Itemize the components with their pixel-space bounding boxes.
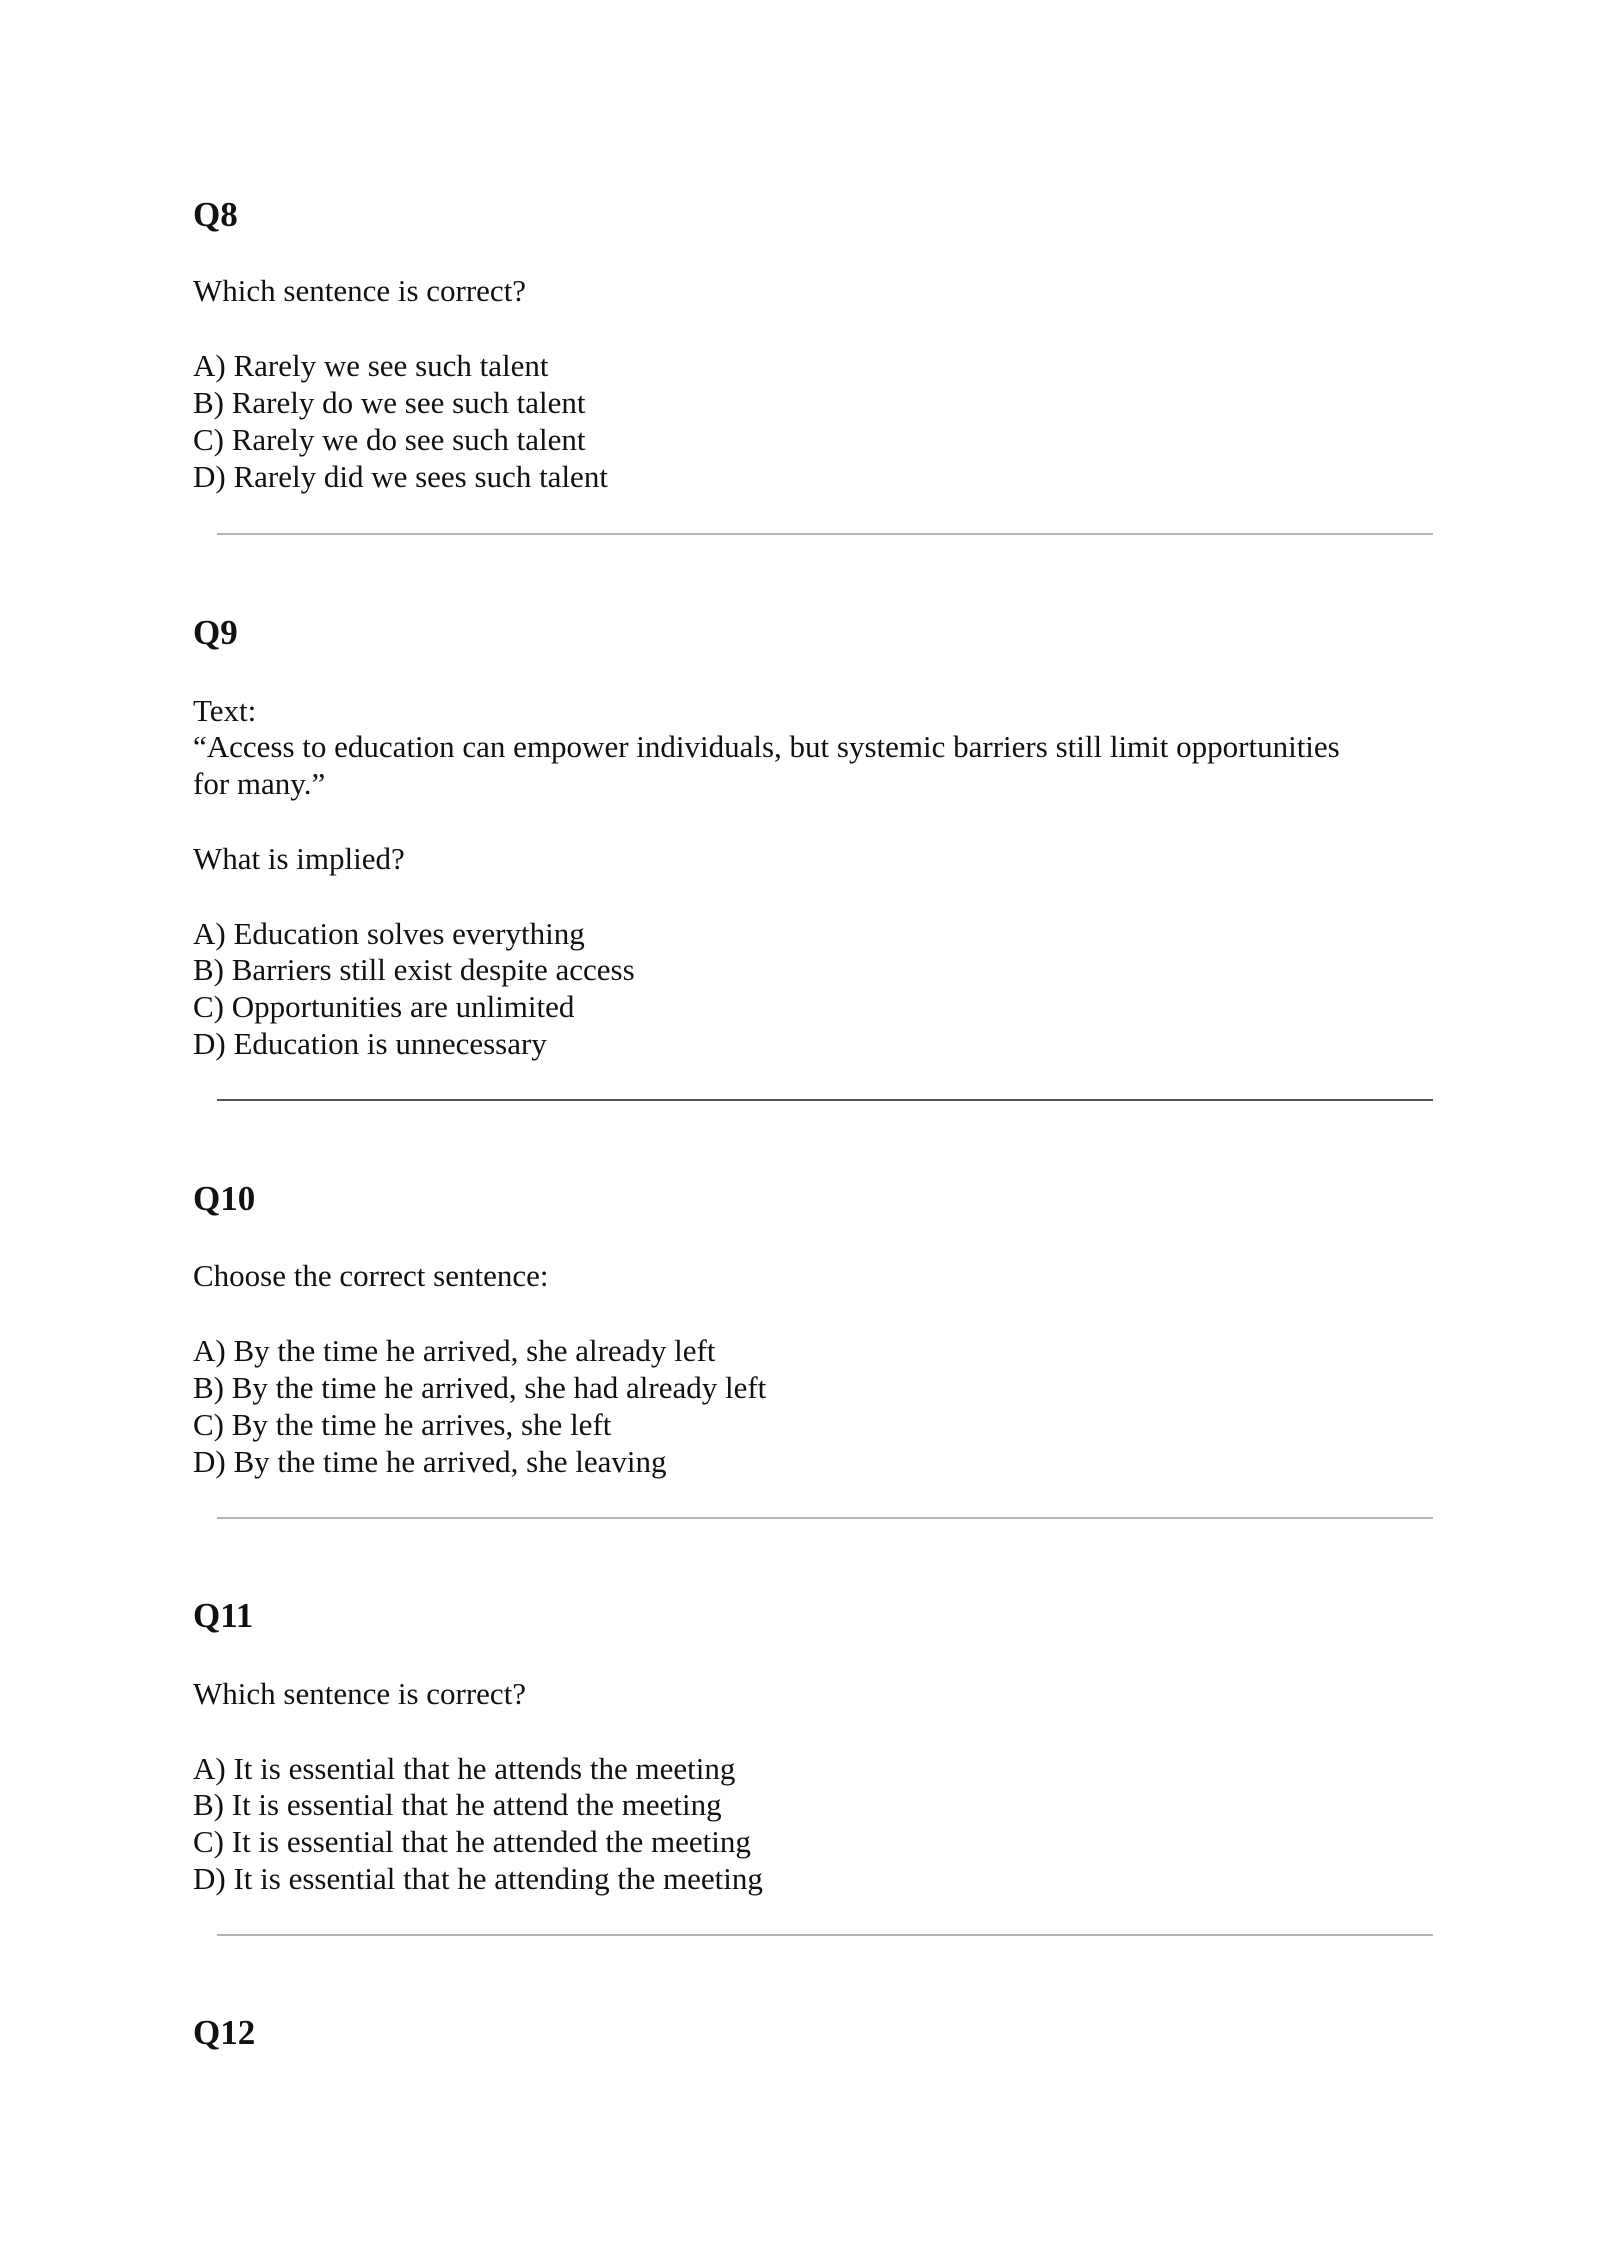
answer-option: B) It is essential that he attend the meeting: [193, 1787, 722, 1822]
question-prompt: Which sentence is correct?: [193, 273, 527, 308]
passage-text: for many.”: [193, 766, 326, 801]
answer-option: C) Rarely we do see such talent: [193, 422, 586, 457]
answer-option: A) Rarely we see such talent: [193, 348, 549, 383]
question-prompt: Which sentence is correct?: [193, 1676, 527, 1711]
answer-option: B) Rarely do we see such talent: [193, 385, 586, 420]
answer-option: B) By the time he arrived, she had already left: [193, 1370, 767, 1405]
answer-option: D) Rarely did we sees such talent: [193, 459, 608, 494]
question-heading: Q11: [193, 1596, 254, 1635]
section-divider: [217, 533, 1433, 535]
question-prompt: Choose the correct sentence:: [193, 1258, 549, 1293]
answer-option: D) It is essential that he attending the meeting: [193, 1861, 763, 1896]
question-prompt: What is implied?: [193, 841, 405, 876]
section-divider: [217, 1934, 1433, 1936]
answer-option: C) It is essential that he attended the meeting: [193, 1824, 751, 1859]
answer-option: A) It is essential that he attends the meeting: [193, 1751, 736, 1786]
answer-option: B) Barriers still exist despite access: [193, 952, 635, 987]
passage-text: “Access to education can empower individuals, but systemic barriers still limit opportunities: [193, 729, 1340, 764]
answer-option: D) Education is unnecessary: [193, 1026, 547, 1061]
question-heading: Q12: [193, 2013, 256, 2052]
question-heading: Q9: [193, 613, 238, 652]
answer-option: C) By the time he arrives, she left: [193, 1407, 612, 1442]
answer-option: A) Education solves everything: [193, 916, 585, 951]
section-divider: [217, 1517, 1433, 1519]
answer-option: A) By the time he arrived, she already left: [193, 1333, 716, 1368]
answer-option: C) Opportunities are unlimited: [193, 989, 575, 1024]
section-divider: [217, 1099, 1433, 1101]
question-heading: Q8: [193, 195, 238, 234]
answer-option: D) By the time he arrived, she leaving: [193, 1444, 667, 1479]
passage-label: Text:: [193, 693, 257, 728]
question-heading: Q10: [193, 1179, 256, 1218]
